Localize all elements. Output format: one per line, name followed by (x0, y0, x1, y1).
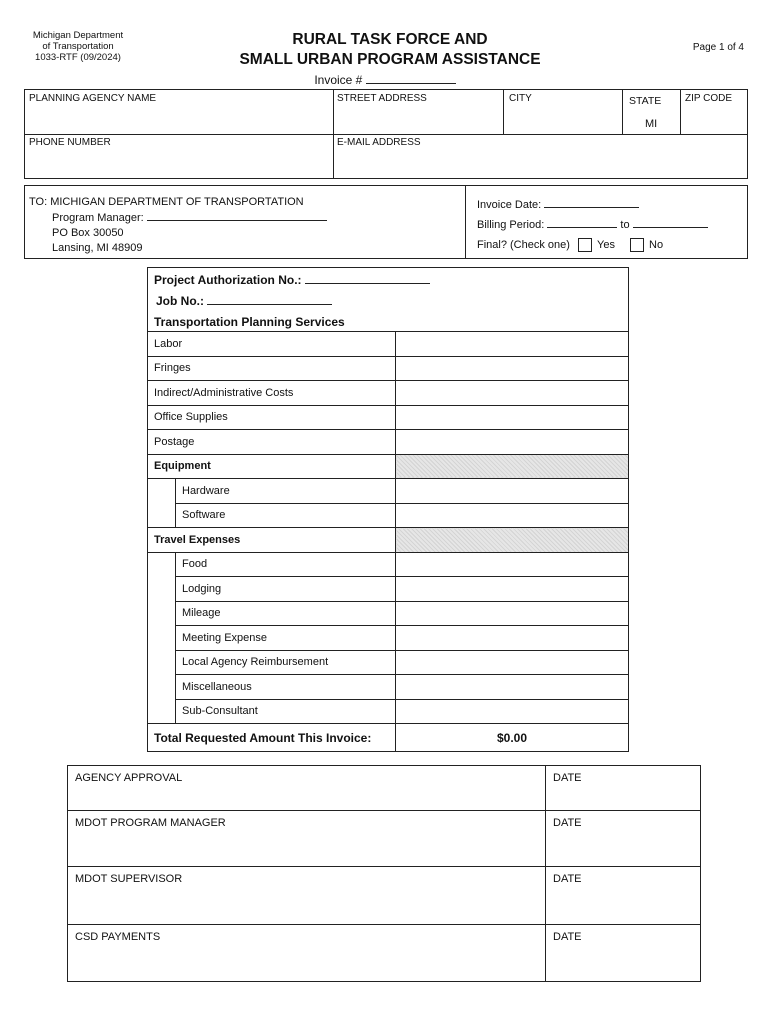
fringes-amount-field[interactable] (396, 356, 629, 381)
form-title (200, 30, 580, 70)
total-row (148, 724, 629, 752)
travel-label: Travel Expenses (148, 528, 396, 553)
office-supplies-label: Office Supplies (148, 405, 396, 430)
invoice-details (477, 195, 708, 255)
street-address-field[interactable]: STREET ADDRESS (337, 93, 427, 104)
subconsultant-amount-field[interactable] (396, 699, 629, 724)
table-row (148, 405, 629, 430)
mdot-program-manager-row[interactable] (67, 811, 701, 867)
table-row (148, 356, 629, 381)
project-authorization-line (154, 272, 430, 287)
form-code: 1033-RTF (09/2024) (35, 52, 121, 63)
mdot-address (29, 195, 327, 256)
final-yes-checkbox[interactable] (578, 238, 592, 252)
lodging-label: Lodging (176, 577, 396, 602)
invoice-date-label: Invoice Date: (477, 199, 542, 211)
state-value[interactable]: MI (645, 118, 658, 130)
table-row (148, 381, 629, 406)
csd-payments-row[interactable] (67, 925, 701, 982)
agency-line1: Michigan Department (32, 30, 124, 41)
agency-line2: of Transportation (42, 41, 114, 52)
labor-label: Labor (148, 332, 396, 357)
total-amount: $0.00 (396, 724, 629, 752)
food-label: Food (176, 552, 396, 577)
table-row (148, 479, 629, 504)
hardware-label: Hardware (176, 479, 396, 504)
title-line2: SMALL URBAN PROGRAM ASSISTANCE (239, 51, 541, 68)
table-row (148, 552, 629, 577)
equipment-label: Equipment (148, 454, 396, 479)
agency-approval-label: AGENCY APPROVAL (75, 772, 183, 784)
invoice-number (0, 72, 770, 87)
fringes-label: Fringes (148, 356, 396, 381)
job-number-field[interactable] (207, 293, 332, 305)
local-agency-label: Local Agency Reimbursement (176, 650, 396, 675)
indirect-amount-field[interactable] (396, 381, 629, 406)
csd-payments-date-label: DATE (553, 931, 582, 943)
to-block (24, 185, 748, 259)
invoice-date-line (477, 195, 708, 215)
costs-table (147, 331, 629, 752)
mdot-program-manager-date-label: DATE (553, 817, 582, 829)
job-number-label: Job No.: (156, 294, 204, 308)
billing-period-start-field[interactable] (547, 217, 617, 228)
postage-amount-field[interactable] (396, 430, 629, 455)
invoice-date-field[interactable] (544, 197, 639, 208)
mdot-supervisor-row[interactable] (67, 867, 701, 925)
mdot-supervisor-date-label: DATE (553, 873, 582, 885)
title-line1: RURAL TASK FORCE AND (292, 31, 488, 48)
billing-to-label: to (620, 219, 630, 231)
invoice-number-field[interactable] (366, 72, 456, 84)
mdot-program-manager-label: MDOT PROGRAM MANAGER (75, 817, 226, 829)
meeting-amount-field[interactable] (396, 626, 629, 651)
program-manager-line (29, 210, 327, 226)
billing-period-line (477, 215, 708, 235)
table-row (148, 675, 629, 700)
total-label: Total Requested Amount This Invoice: (148, 724, 396, 752)
city-state-zip: Lansing, MI 48909 (52, 242, 143, 254)
final-label: Final? (Check one) (477, 239, 570, 251)
table-row (148, 577, 629, 602)
postage-label: Postage (148, 430, 396, 455)
hardware-amount-field[interactable] (396, 479, 629, 504)
table-row (148, 650, 629, 675)
mileage-label: Mileage (176, 601, 396, 626)
table-row (148, 601, 629, 626)
page-indicator: Page 1 of 4 (692, 42, 744, 53)
lodging-amount-field[interactable] (396, 577, 629, 602)
software-amount-field[interactable] (396, 503, 629, 528)
mdot-supervisor-label: MDOT SUPERVISOR (75, 873, 183, 885)
food-amount-field[interactable] (396, 552, 629, 577)
office-supplies-amount-field[interactable] (396, 405, 629, 430)
indirect-label: Indirect/Administrative Costs (148, 381, 396, 406)
final-yes-label: Yes (597, 239, 615, 251)
csd-payments-label: CSD PAYMENTS (75, 931, 161, 943)
invoice-label: Invoice # (314, 73, 363, 87)
final-no-label: No (649, 239, 664, 251)
program-manager-field[interactable] (147, 210, 327, 221)
labor-amount-field[interactable] (396, 332, 629, 357)
misc-label: Miscellaneous (176, 675, 396, 700)
agency-approval-row[interactable] (67, 765, 701, 811)
mileage-amount-field[interactable] (396, 601, 629, 626)
billing-period-end-field[interactable] (633, 217, 708, 228)
zip-code-field[interactable]: ZIP CODE (685, 93, 733, 104)
table-row (148, 626, 629, 651)
table-row (148, 332, 629, 357)
table-row (148, 503, 629, 528)
phone-number-field[interactable]: PHONE NUMBER (29, 137, 111, 148)
travel-amount-shaded (396, 528, 629, 553)
equipment-amount-shaded (396, 454, 629, 479)
project-authorization-label: Project Authorization No.: (154, 273, 302, 287)
table-row (148, 430, 629, 455)
agency-approval-date-label: DATE (553, 772, 582, 784)
table-row (148, 528, 629, 553)
planning-agency-name-field[interactable]: PLANNING AGENCY NAME (29, 93, 157, 104)
state-label: STATE (629, 95, 662, 107)
subconsultant-label: Sub-Consultant (176, 699, 396, 724)
project-header (147, 267, 629, 332)
project-authorization-field[interactable] (305, 272, 430, 284)
table-row (148, 454, 629, 479)
job-number-line (156, 293, 332, 308)
agency-header (28, 30, 128, 63)
table-row (148, 699, 629, 724)
billing-period-label: Billing Period: (477, 219, 545, 231)
software-label: Software (176, 503, 396, 528)
final-no-checkbox[interactable] (630, 238, 644, 252)
program-manager-label: Program Manager: (52, 212, 144, 224)
to-line: TO: MICHIGAN DEPARTMENT OF TRANSPORTATION (29, 196, 304, 208)
agency-info-grid (24, 89, 748, 179)
misc-amount-field[interactable] (396, 675, 629, 700)
final-line (477, 235, 708, 255)
po-box: PO Box 30050 (52, 227, 124, 239)
services-heading: Transportation Planning Services (154, 315, 345, 329)
meeting-label: Meeting Expense (176, 626, 396, 651)
email-address-field[interactable]: E-MAIL ADDRESS (337, 137, 421, 148)
local-agency-amount-field[interactable] (396, 650, 629, 675)
city-field[interactable]: CITY (509, 93, 532, 104)
